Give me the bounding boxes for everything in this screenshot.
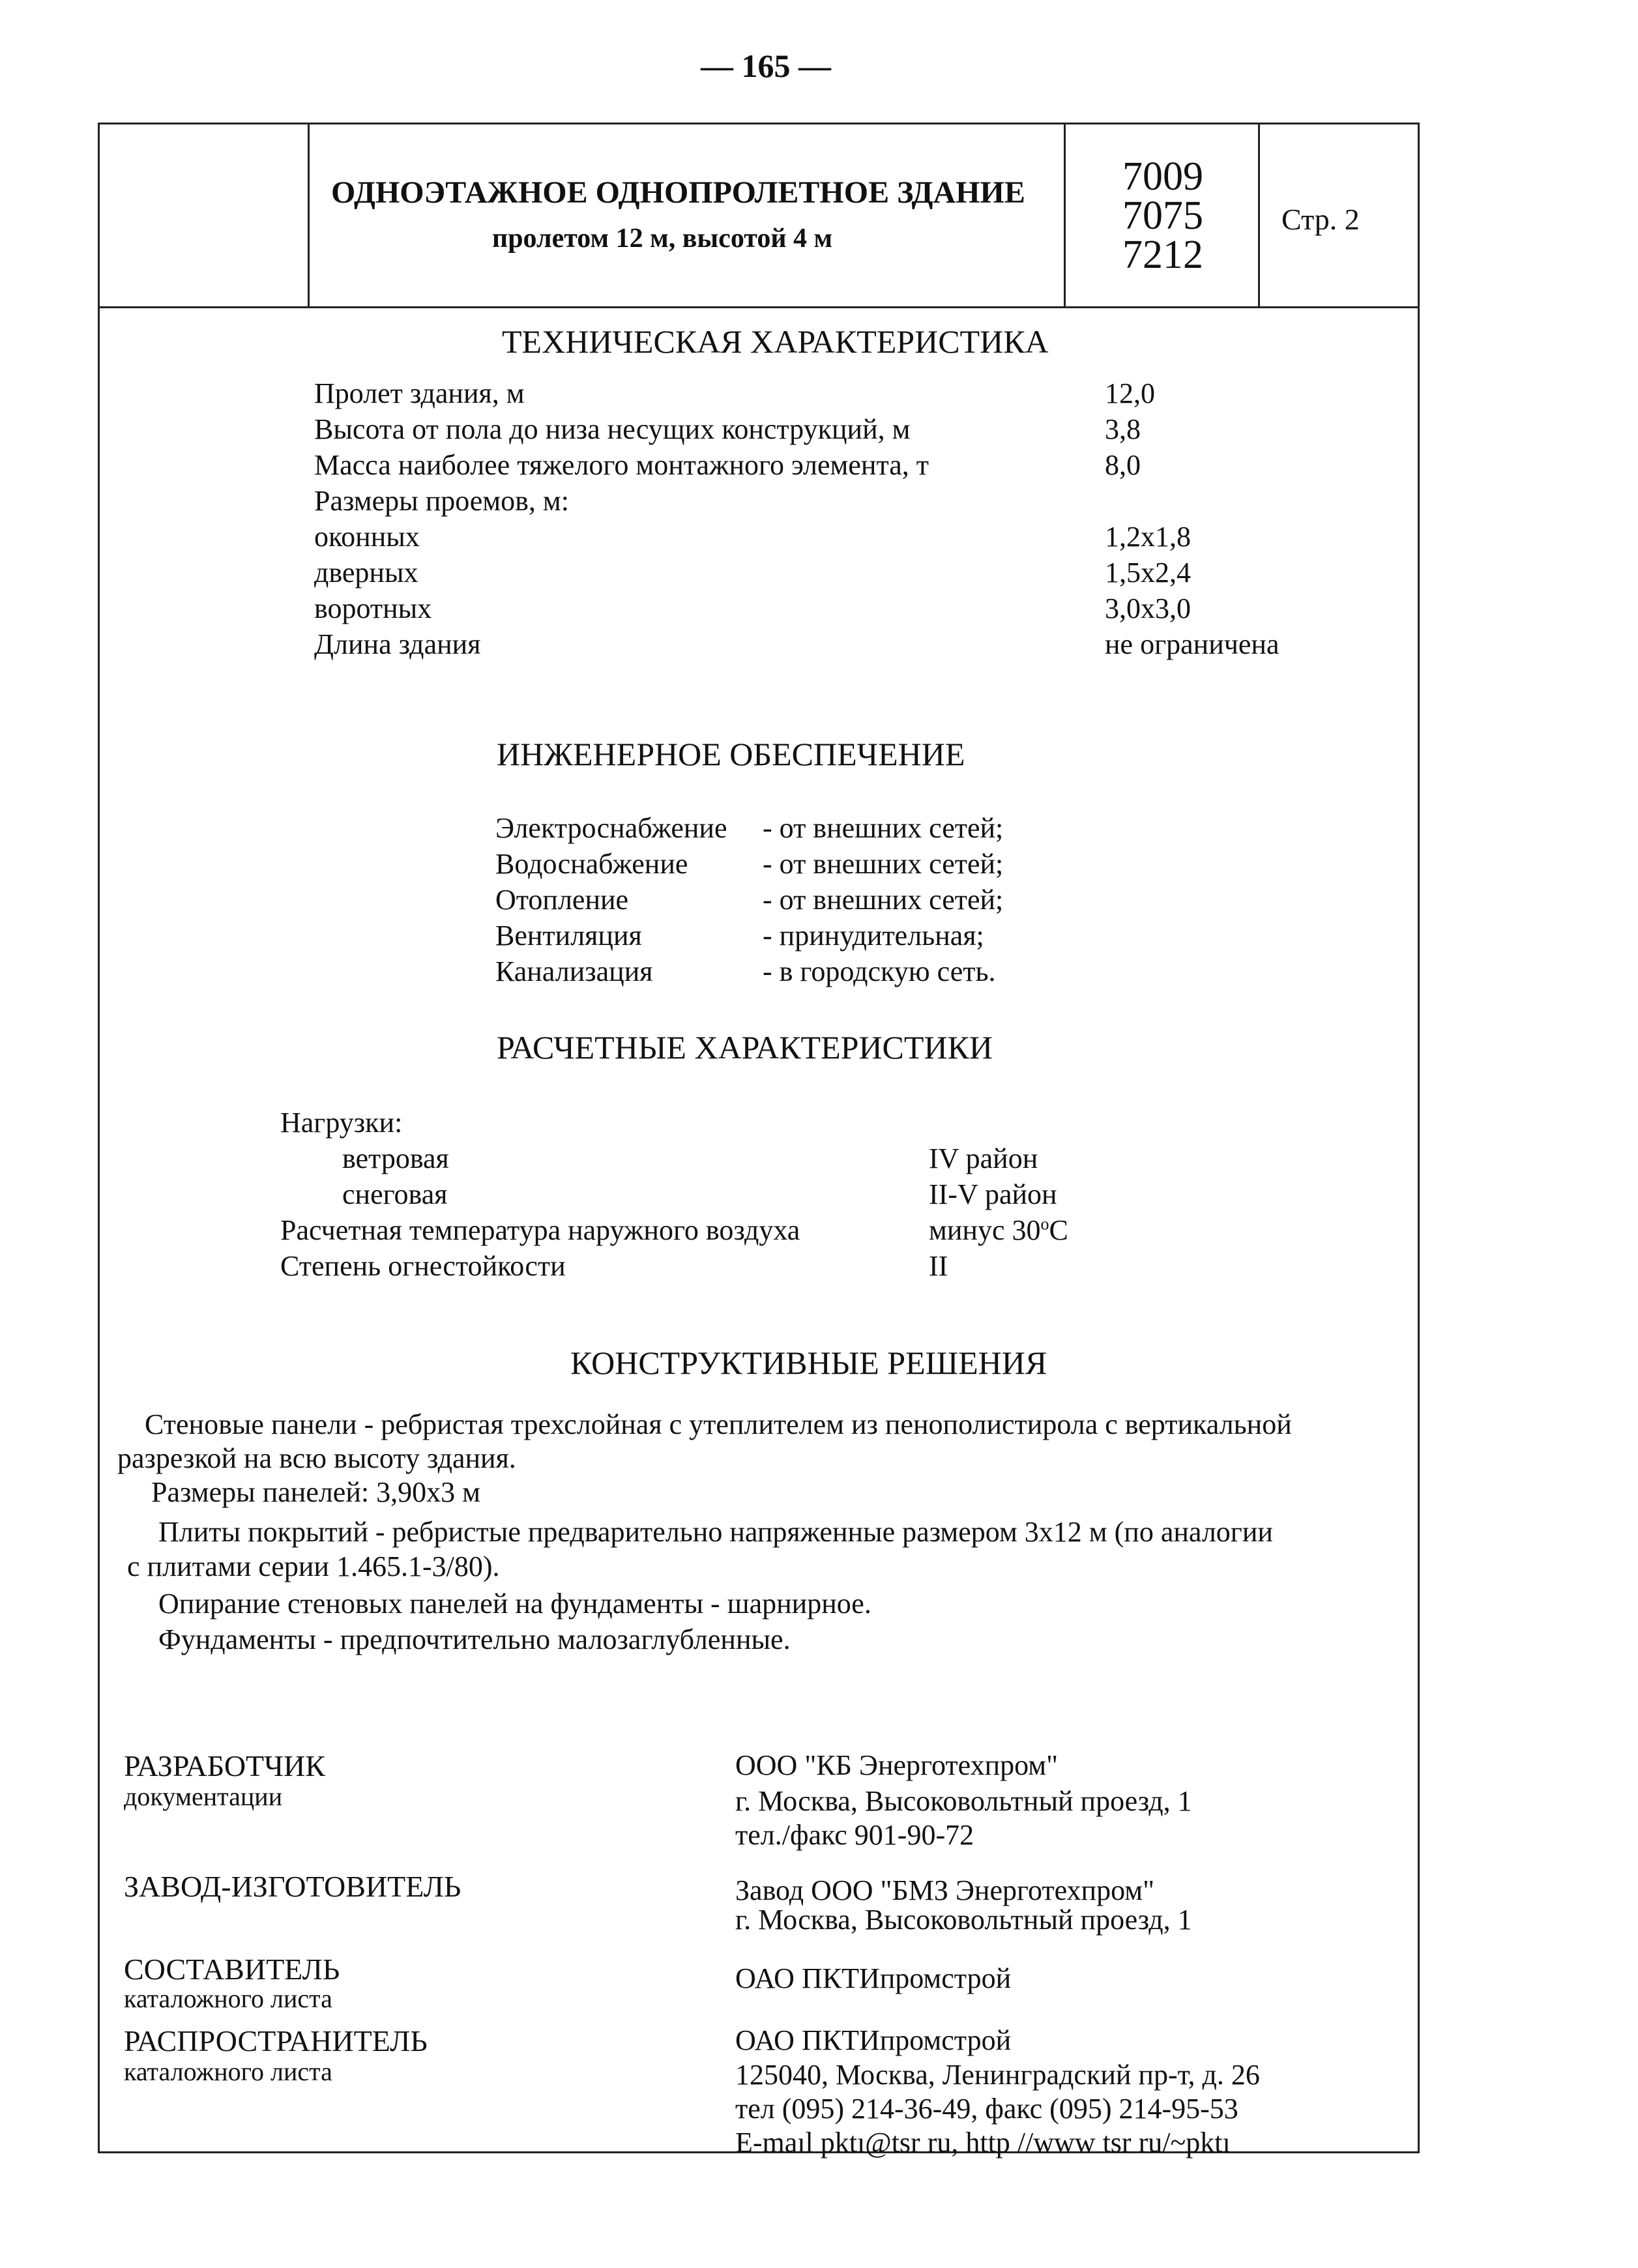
contact-label-compiler: СОСТАВИТЕЛЬ bbox=[124, 1953, 340, 1986]
catalog-code: 7212 bbox=[1122, 233, 1203, 277]
eng-value: - от внешних сетей; bbox=[763, 812, 1004, 844]
tech-value: 1,5x2,4 bbox=[1105, 557, 1191, 589]
header-column-divider bbox=[308, 123, 310, 308]
calc-value-unit: C bbox=[1049, 1214, 1068, 1246]
contact-label-manufacturer: ЗАВОД-ИЗГОТОВИТЕЛЬ bbox=[124, 1870, 461, 1903]
eng-label: Канализация bbox=[495, 955, 653, 987]
section-heading-construction: КОНСТРУКТИВНЫЕ РЕШЕНИЯ bbox=[570, 1345, 1047, 1381]
sheet-page-label: Стр. 2 bbox=[1281, 203, 1360, 236]
eng-value: - от внешних сетей; bbox=[763, 848, 1004, 880]
page-number: — 165 — bbox=[701, 48, 831, 84]
tech-label: дверных bbox=[314, 557, 418, 589]
contact-sublabel: документации bbox=[124, 1782, 283, 1811]
calc-label: Расчетная температура наружного воздуха bbox=[280, 1214, 800, 1246]
calc-value-temperature bbox=[929, 1214, 1068, 1247]
tech-label: Масса наиболее тяжелого монтажного элемента, т bbox=[314, 449, 929, 481]
catalog-code: 7075 bbox=[1122, 194, 1203, 238]
contact-line: E-maıl pktı@tsr ru, http //www tsr ru/~pktı bbox=[735, 2127, 1231, 2159]
calc-label: Степень огнестойкости bbox=[280, 1250, 566, 1282]
header-column-divider bbox=[1064, 123, 1066, 308]
construction-text-line: разрезкой на всю высоту здания. bbox=[117, 1442, 516, 1474]
eng-value: - от внешних сетей; bbox=[763, 884, 1004, 916]
eng-value: - принудительная; bbox=[763, 920, 984, 952]
document-title: ОДНОЭТАЖНОЕ ОДНОПРОЛЕТНОЕ ЗДАНИЕ bbox=[331, 175, 1025, 210]
section-heading-engineering: ИНЖЕНЕРНОЕ ОБЕСПЕЧЕНИЕ bbox=[497, 736, 965, 772]
tech-label: Длина здания bbox=[314, 628, 481, 660]
contact-line: тел (095) 214-36-49, факс (095) 214-95-53 bbox=[735, 2093, 1238, 2125]
construction-text-line: Плиты покрытий - ребристые предварительно напряженные размером 3x12 м (по аналогии bbox=[158, 1516, 1273, 1548]
section-heading-calculation: РАСЧЕТНЫЕ ХАРАКТЕРИСТИКИ bbox=[497, 1029, 993, 1066]
contact-label-developer: РАЗРАБОТЧИК bbox=[124, 1749, 325, 1782]
tech-label: оконных bbox=[314, 521, 420, 553]
catalog-code: 7009 bbox=[1122, 154, 1203, 199]
contact-line: Завод ООО "БМЗ Энерготехпром" bbox=[735, 1874, 1155, 1906]
tech-value: 3,0x3,0 bbox=[1105, 592, 1191, 624]
degree-sign: o bbox=[1040, 1214, 1049, 1234]
construction-text-line: Фундаменты - предпочтительно малозаглубленные. bbox=[158, 1623, 791, 1655]
tech-value: 1,2x1,8 bbox=[1105, 521, 1191, 553]
contact-line: тел./факс 901-90-72 bbox=[735, 1819, 974, 1851]
eng-label: Отопление bbox=[495, 884, 629, 916]
header-divider bbox=[98, 306, 1420, 308]
contact-sublabel: каталожного листа bbox=[124, 2057, 332, 2086]
eng-value: - в городскую сеть. bbox=[763, 955, 996, 987]
calc-value: минус 30 bbox=[929, 1214, 1041, 1246]
section-heading-technical: ТЕХНИЧЕСКАЯ ХАРАКТЕРИСТИКА bbox=[502, 323, 1049, 360]
construction-text-line: Опирание стеновых панелей на фундаменты - шарнирное. bbox=[158, 1588, 871, 1620]
contact-sublabel: каталожного листа bbox=[124, 1984, 332, 2013]
tech-value: 3,8 bbox=[1105, 413, 1141, 445]
contact-line: ОАО ПКТИпромстрой bbox=[735, 2024, 1012, 2056]
eng-label: Водоснабжение bbox=[495, 848, 688, 880]
contact-line: 125040, Москва, Ленинградский пр-т, д. 26 bbox=[735, 2059, 1260, 2091]
contact-line: ОАО ПКТИпромстрой bbox=[735, 1962, 1012, 1994]
calc-value: II-V район bbox=[929, 1178, 1057, 1210]
contact-line: г. Москва, Высоковольтный проезд, 1 bbox=[735, 1904, 1192, 1936]
eng-label: Вентиляция bbox=[495, 920, 642, 952]
tech-value: 8,0 bbox=[1105, 449, 1141, 481]
contact-line: г. Москва, Высоковольтный проезд, 1 bbox=[735, 1785, 1192, 1817]
tech-label: Пролет здания, м bbox=[314, 377, 525, 409]
tech-label: Размеры проемов, м: bbox=[314, 485, 569, 517]
calc-label: снеговая bbox=[342, 1178, 448, 1210]
tech-label: воротных bbox=[314, 592, 432, 624]
calc-value: II bbox=[929, 1250, 948, 1282]
tech-value: не ограничена bbox=[1105, 628, 1280, 660]
construction-text-line: Стеновые панели - ребристая трехслойная с утеплителем из пенополистирола с вертикальной bbox=[145, 1408, 1292, 1440]
tech-value: 12,0 bbox=[1105, 377, 1155, 409]
calc-label: ветровая bbox=[342, 1142, 449, 1174]
calc-value: IV район bbox=[929, 1142, 1038, 1174]
eng-label: Электроснабжение bbox=[495, 812, 727, 844]
contact-line: ООО "КБ Энерготехпром" bbox=[735, 1749, 1059, 1781]
header-column-divider bbox=[1258, 123, 1260, 308]
construction-text-line: с плитами серии 1.465.1-3/80). bbox=[127, 1550, 500, 1582]
construction-text-line: Размеры панелей: 3,90x3 м bbox=[151, 1476, 480, 1508]
contact-label-distributor: РАСПРОСТРАНИТЕЛЬ bbox=[124, 2024, 428, 2057]
tech-label: Высота от пола до низа несущих конструкций, м bbox=[314, 413, 911, 445]
document-subtitle: пролетом 12 м, высотой 4 м bbox=[492, 224, 833, 254]
loads-label: Нагрузки: bbox=[280, 1107, 403, 1139]
